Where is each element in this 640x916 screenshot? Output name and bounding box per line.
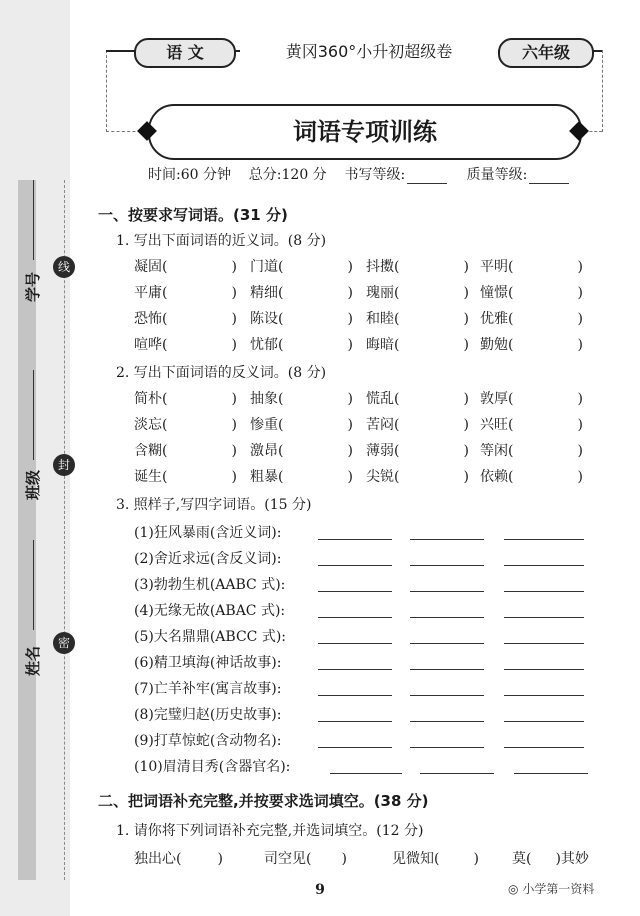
- paren-close: ): [577, 259, 583, 275]
- word-prompt: 恐怖(: [134, 311, 168, 327]
- name-label: 姓名: [24, 645, 42, 676]
- wechat-icon: ◎: [508, 882, 519, 896]
- paren-close: ): [347, 391, 353, 407]
- example-item: (1)狂风暴雨(含近义词):: [134, 525, 282, 541]
- antonym-row: [134, 440, 594, 464]
- answer-blank[interactable]: [318, 591, 392, 592]
- word-prompt: 等闲(: [480, 443, 514, 459]
- idiom-suffix: )其妙: [555, 851, 589, 867]
- secret-mark: 密: [53, 632, 75, 654]
- paren-close: ): [577, 311, 583, 327]
- seal-mark: 封: [53, 454, 75, 476]
- example-item: (5)大名鼎鼎(ABCC 式):: [134, 629, 287, 645]
- idiom-prompt: 见微知(: [392, 851, 440, 867]
- synonym-row: [134, 308, 594, 332]
- paren-close: ): [347, 469, 353, 485]
- paren-close: ): [231, 259, 237, 275]
- answer-blank[interactable]: [504, 721, 584, 722]
- watermark: [508, 880, 594, 897]
- total-score: 总分:120 分: [248, 167, 327, 183]
- section-1-title: 一、按要求写词语。(31 分): [98, 206, 288, 224]
- paren-close: ): [463, 259, 469, 275]
- student-id-label: 学号: [24, 271, 42, 302]
- example-item: (4)无缘无故(ABAC 式):: [134, 603, 286, 619]
- example-item: (6)精卫填海(神话故事):: [134, 655, 282, 671]
- paren-close: ): [463, 337, 469, 353]
- answer-blank[interactable]: [318, 539, 392, 540]
- word-prompt: 淡忘(: [134, 417, 168, 433]
- word-prompt: 优雅(: [480, 311, 514, 327]
- word-prompt: 惨重(: [250, 417, 284, 433]
- word-prompt: 和睦(: [366, 311, 400, 327]
- word-prompt: 慌乱(: [366, 391, 400, 407]
- answer-blank[interactable]: [410, 539, 484, 540]
- paren-close: ): [463, 417, 469, 433]
- word-prompt: 瑰丽(: [366, 285, 400, 301]
- word-prompt: 敦厚(: [480, 391, 514, 407]
- paren-close: ): [577, 469, 583, 485]
- word-prompt: 苦闷(: [366, 417, 400, 433]
- word-prompt: 精细(: [250, 285, 284, 301]
- word-prompt: 喧哗(: [134, 337, 168, 353]
- antonym-row: [134, 466, 594, 490]
- paren-close: ): [347, 337, 353, 353]
- quality-grade-label: 质量等级:: [466, 167, 528, 183]
- synonym-row: [134, 256, 594, 280]
- paren-close: ): [217, 851, 223, 867]
- word-prompt: 门道(: [250, 259, 284, 275]
- paren-close: ): [341, 851, 347, 867]
- paren-close: ): [577, 443, 583, 459]
- paren-close: ): [231, 311, 237, 327]
- answer-blank[interactable]: [420, 773, 494, 774]
- paren-close: ): [577, 285, 583, 301]
- page-number: 9: [315, 882, 325, 898]
- worksheet-title: 词语专项训练: [293, 118, 437, 146]
- class-label: 班级: [24, 469, 42, 500]
- word-prompt: 依赖(: [480, 469, 514, 485]
- time-limit: 时间:60 分钟: [148, 167, 231, 183]
- word-prompt: 诞生(: [134, 469, 168, 485]
- watermark-text: 小学第一资料: [522, 882, 595, 896]
- answer-blank[interactable]: [504, 669, 584, 670]
- antonym-row: [134, 388, 594, 412]
- answer-blank[interactable]: [318, 747, 392, 748]
- exam-info: [148, 164, 588, 184]
- paren-close: ): [463, 391, 469, 407]
- word-prompt: 陈设(: [250, 311, 284, 327]
- answer-blank[interactable]: [514, 773, 588, 774]
- idiom-prompt: 司空见(: [264, 851, 312, 867]
- answer-blank[interactable]: [504, 539, 584, 540]
- answer-blank[interactable]: [410, 747, 484, 748]
- paren-close: ): [347, 285, 353, 301]
- paren-close: ): [231, 391, 237, 407]
- q2-title: 2. 写出下面词语的反义词。(8 分): [116, 365, 327, 381]
- word-prompt: 抽象(: [250, 391, 284, 407]
- paren-close: ): [347, 259, 353, 275]
- answer-blank[interactable]: [410, 695, 484, 696]
- paren-close: ): [577, 417, 583, 433]
- quality-grade-blank[interactable]: [529, 169, 569, 184]
- answer-blank[interactable]: [504, 565, 584, 566]
- word-prompt: 尖锐(: [366, 469, 400, 485]
- answer-blank[interactable]: [410, 565, 484, 566]
- word-prompt: 憧憬(: [480, 285, 514, 301]
- section-2-q1-title: 1. 请你将下列词语补充完整,并选词填空。(12 分): [116, 823, 424, 839]
- writing-grade-blank[interactable]: [407, 169, 447, 184]
- word-prompt: 激昂(: [250, 443, 284, 459]
- paren-close: ): [577, 337, 583, 353]
- word-prompt: 平庸(: [134, 285, 168, 301]
- example-item: (2)舍近求远(含反义词):: [134, 551, 282, 567]
- paren-close: ): [463, 443, 469, 459]
- example-item: (10)眉清目秀(含器官名):: [134, 759, 291, 775]
- word-prompt: 兴旺(: [480, 417, 514, 433]
- line-mark: 线: [53, 256, 75, 278]
- answer-blank[interactable]: [504, 747, 584, 748]
- paren-close: ): [577, 391, 583, 407]
- word-prompt: 含糊(: [134, 443, 168, 459]
- example-item: (8)完璧归赵(历史故事):: [134, 707, 282, 723]
- answer-blank[interactable]: [318, 695, 392, 696]
- answer-blank[interactable]: [504, 695, 584, 696]
- class-underline: [33, 370, 34, 460]
- example-item: (7)亡羊补牢(寓言故事):: [134, 681, 282, 697]
- q1-title: 1. 写出下面词语的近义词。(8 分): [116, 233, 327, 249]
- answer-blank[interactable]: [318, 617, 392, 618]
- header-dash-left: [106, 50, 107, 132]
- word-prompt: 忧郁(: [250, 337, 284, 353]
- word-prompt: 凝固(: [134, 259, 168, 275]
- paren-close: ): [231, 337, 237, 353]
- name-underline: [33, 540, 34, 630]
- answer-blank[interactable]: [410, 617, 484, 618]
- paren-close: ): [231, 469, 237, 485]
- paren-close: ): [231, 417, 237, 433]
- paren-close: ): [231, 285, 237, 301]
- subject-badge: 语 文: [134, 38, 236, 68]
- synonym-row: [134, 282, 594, 306]
- answer-blank[interactable]: [330, 773, 402, 774]
- student-id-underline: [33, 180, 34, 260]
- answer-blank[interactable]: [504, 591, 584, 592]
- antonym-row: [134, 414, 594, 438]
- paren-close: ): [347, 443, 353, 459]
- paren-close: ): [347, 311, 353, 327]
- q3-title: 3. 照样子,写四字词语。(15 分): [116, 497, 312, 513]
- paren-close: ): [463, 469, 469, 485]
- idiom-prompt: 独出心(: [134, 851, 182, 867]
- answer-blank[interactable]: [504, 617, 584, 618]
- example-item: (9)打草惊蛇(含动物名):: [134, 733, 282, 749]
- section-2-title: 二、把词语补充完整,并按要求选词填空。(38 分): [98, 792, 429, 810]
- word-prompt: 晦暗(: [366, 337, 400, 353]
- word-prompt: 抖擞(: [366, 259, 400, 275]
- answer-blank[interactable]: [504, 643, 584, 644]
- series-title: 黄冈360°小升初超级卷: [240, 38, 498, 66]
- answer-blank[interactable]: [410, 669, 484, 670]
- writing-grade-label: 书写等级:: [344, 167, 406, 183]
- idiom-prompt: 莫(: [512, 851, 532, 867]
- word-prompt: 粗暴(: [250, 469, 284, 485]
- synonym-row: [134, 334, 594, 358]
- paren-close: ): [463, 311, 469, 327]
- answer-blank[interactable]: [318, 669, 392, 670]
- paren-close: ): [463, 285, 469, 301]
- word-prompt: 勤勉(: [480, 337, 514, 353]
- answer-blank[interactable]: [318, 565, 392, 566]
- header-dash-right: [602, 50, 603, 132]
- answer-blank[interactable]: [410, 591, 484, 592]
- answer-blank[interactable]: [410, 721, 484, 722]
- word-prompt: 薄弱(: [366, 443, 400, 459]
- example-item: (3)勃勃生机(AABC 式):: [134, 577, 286, 593]
- answer-blank[interactable]: [318, 721, 392, 722]
- word-prompt: 平明(: [480, 259, 514, 275]
- binding-dashed-line: [64, 180, 65, 880]
- word-prompt: 简朴(: [134, 391, 168, 407]
- idiom-fill-row: [134, 848, 614, 872]
- answer-blank[interactable]: [410, 643, 484, 644]
- paren-close: ): [473, 851, 479, 867]
- paren-close: ): [231, 443, 237, 459]
- paren-close: ): [347, 417, 353, 433]
- answer-blank[interactable]: [318, 643, 392, 644]
- grade-badge: 六年级: [498, 38, 594, 68]
